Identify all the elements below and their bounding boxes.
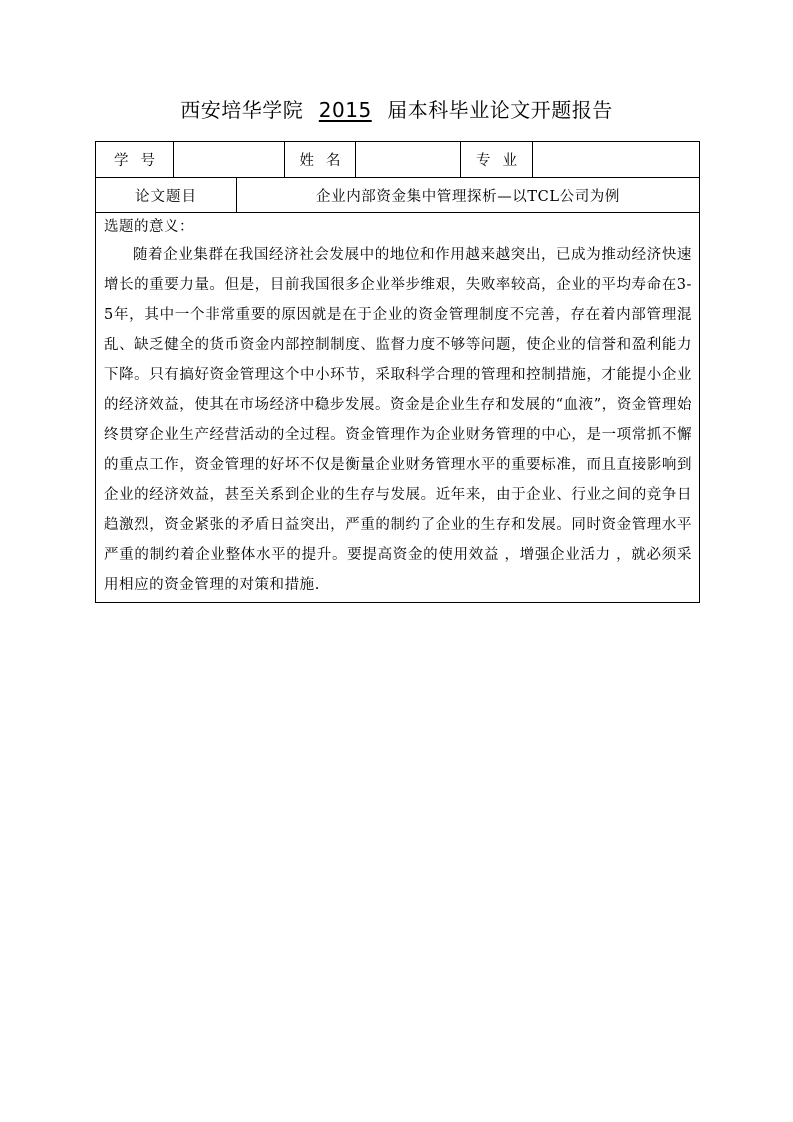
student-id-label: 学号	[96, 142, 174, 178]
topic-value: 企业内部资金集中管理探析—以TCL公司为例	[237, 178, 700, 213]
topic-row	[96, 178, 700, 213]
report-type: 届本科毕业论文开题报告	[387, 98, 613, 122]
significance-cell	[96, 213, 700, 603]
name-label: 姓名	[285, 142, 356, 178]
student-info-row	[96, 142, 700, 178]
proposal-form-table	[95, 141, 700, 603]
school-name: 西安培华学院	[180, 98, 304, 122]
student-id-field[interactable]	[174, 142, 285, 178]
report-title	[0, 96, 793, 124]
significance-text: 随着企业集群在我国经济社会发展中的地位和作用越来越突出，已成为推动经济快速增长的重要力量。但是，目前我国很多企业举步维艰，失败率较高，企业的平均寿命在3-5年，其中一个非常重要的原因就是在于企业的资金管理制度不完善，存在着内部管理混乱、缺乏健全的货币资金内部控制制度、监督力度不够等问题，使企业的信誉和盈利能力下降。只有搞好资金管理这个中小环节，采取科学合理的管理和控制措施，才能提小企业的经济效益，使其在市场经济中稳步发展。资金是企业生存和发展的“血液”，资金管理始终贯穿企业生产经营活动的全过程。资金管理作为企业财务管理的中心，是一项常抓不懈的重点工作，资金管理的好坏不仅是衡量企业财务管理水平的重要标准，而且直接影响到企业的经济效益，甚至关系到企业的生存与发展。近年来，由于企业、行业之间的竞争日趋激烈，资金紧张的矛盾日益突出，严重的制约了企业的生存和发展。同时资金管理水平严重的制约着企业整体水平的提升。要提高资金的使用效益 ，增强企业活力 ，就必须采用相应的资金管理的对策和措施.	[104, 247, 692, 593]
significance-heading: 选题的意义：	[104, 219, 194, 235]
major-field[interactable]	[533, 142, 700, 178]
topic-label: 论文题目	[96, 178, 237, 213]
graduation-year: 2015	[318, 98, 372, 122]
major-label: 专业	[461, 142, 533, 178]
name-field[interactable]	[356, 142, 461, 178]
significance-row	[96, 213, 700, 603]
